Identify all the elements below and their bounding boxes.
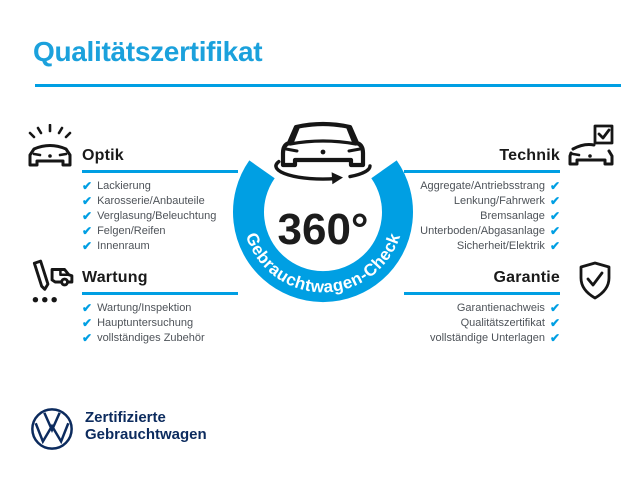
check-item-label: Karosserie/Anbauteile: [97, 195, 205, 207]
title-divider: [35, 84, 621, 87]
degrees-label: 360°: [277, 205, 369, 254]
shield-check-icon: [573, 259, 617, 303]
check-item-label: Hauptuntersuchung: [97, 317, 194, 329]
footer-line2: Gebrauchtwagen: [85, 426, 207, 443]
check-item-label: Qualitätszertifikat: [460, 317, 545, 329]
check-icon: ✔: [82, 331, 93, 345]
check-icon: ✔: [82, 209, 93, 223]
section-optik: [82, 147, 238, 252]
check-item-label: Felgen/Reifen: [97, 225, 166, 237]
check-item-label: Unterboden/Abgasanlage: [420, 225, 545, 237]
check-item-label: Innenraum: [97, 240, 150, 252]
optik-checklist: [82, 180, 238, 252]
check-item: [404, 317, 560, 329]
check-item: [404, 240, 560, 252]
check-icon: ✔: [82, 316, 93, 330]
check-item: [404, 195, 560, 207]
check-icon: ✔: [82, 194, 93, 208]
check-item: [82, 317, 238, 329]
footer-line1: Zertifizierte: [85, 409, 166, 426]
check-item: [82, 210, 238, 222]
ring-label: Gebrauchtwagen-Check: [241, 229, 405, 297]
check-item: [82, 240, 238, 252]
360-check-badge: [223, 112, 423, 312]
check-icon: ✔: [549, 331, 560, 345]
check-item: [404, 225, 560, 237]
check-item: [82, 195, 238, 207]
page-title: Qualitätszertifikat: [33, 36, 263, 67]
section-title-garantie: Garantie: [404, 269, 560, 295]
section-technik: [404, 147, 560, 252]
technik-checklist: [404, 180, 560, 252]
check-item-label: Bremsanlage: [480, 210, 545, 222]
check-item: [82, 332, 238, 344]
check-icon: ✔: [549, 209, 560, 223]
check-icon: ✔: [82, 301, 93, 315]
check-item-label: vollständige Unterlagen: [429, 332, 545, 344]
check-item-label: Lackierung: [97, 180, 151, 192]
wartung-checklist: [82, 302, 238, 344]
section-title-technik: Technik: [404, 147, 560, 173]
check-item: [404, 210, 560, 222]
garantie-checklist: [404, 302, 560, 344]
check-item-label: Lenkung/Fahrwerk: [453, 195, 545, 207]
check-icon: ✔: [549, 179, 560, 193]
check-icon: ✔: [549, 301, 560, 315]
check-icon: ✔: [549, 224, 560, 238]
check-item-label: vollständiges Zubehör: [97, 332, 205, 344]
check-item-label: Aggregate/Antriebsstrang: [420, 180, 545, 192]
check-item: [404, 180, 560, 192]
car-checklist-icon: [567, 123, 617, 171]
check-item-label: Wartung/Inspektion: [97, 302, 192, 314]
check-item: [82, 225, 238, 237]
footer-brand-text: [85, 409, 207, 443]
check-item-label: Sicherheit/Elektrik: [456, 240, 545, 252]
check-item: [82, 180, 238, 192]
check-icon: ✔: [549, 194, 560, 208]
check-item-label: Verglasung/Beleuchtung: [97, 210, 217, 222]
car-shine-icon: [26, 124, 74, 172]
section-garantie: [404, 269, 560, 344]
service-pencil-car-icon: [25, 257, 75, 307]
check-item: [404, 332, 560, 344]
check-icon: ✔: [82, 239, 93, 253]
section-wartung: [82, 269, 238, 344]
check-item: [404, 302, 560, 314]
section-title-wartung: Wartung: [82, 269, 238, 295]
check-icon: ✔: [82, 224, 93, 238]
car-rotation-icon: [276, 124, 370, 184]
check-item: [82, 302, 238, 314]
check-icon: ✔: [549, 316, 560, 330]
check-icon: ✔: [82, 179, 93, 193]
section-title-optik: Optik: [82, 147, 238, 173]
check-item-label: Garantienachweis: [456, 302, 545, 314]
check-icon: ✔: [549, 239, 560, 253]
vw-logo: [29, 406, 75, 452]
